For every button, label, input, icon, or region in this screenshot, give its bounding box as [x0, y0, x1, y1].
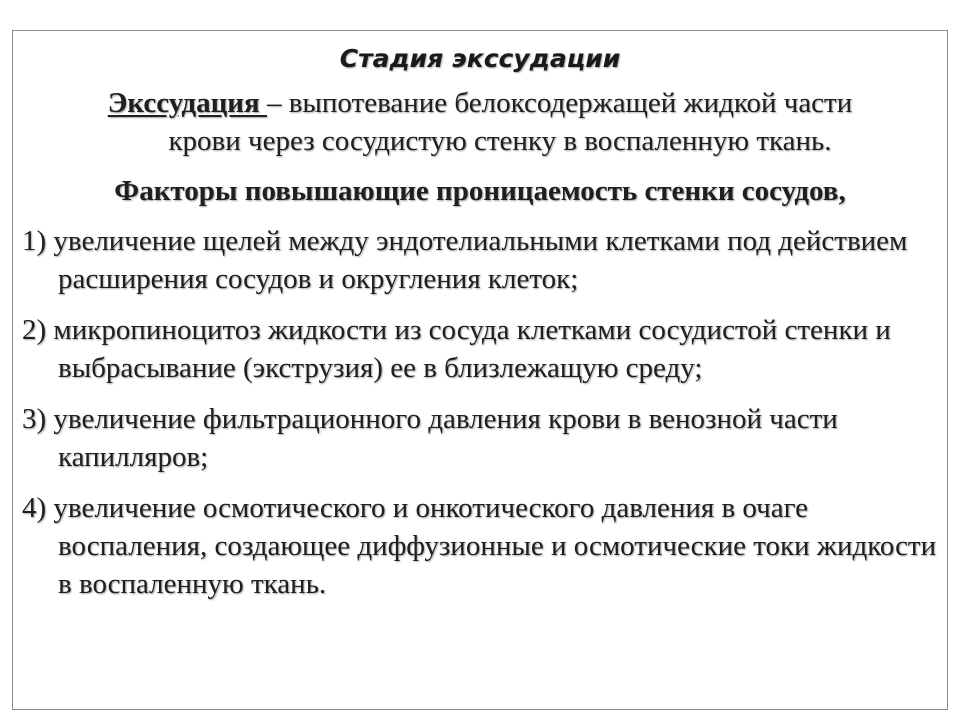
factor-item-2	[22, 311, 938, 387]
definition-term: Экссудация	[107, 87, 267, 119]
factors-list	[22, 222, 938, 603]
factor-item-1	[22, 222, 938, 298]
definition-text-line2: крови через сосудистую стенку в воспаленную ткань.	[168, 125, 832, 157]
factor-text: микропиноцитоз жидкости из сосуда клетками сосудистой стенки и выбрасывание (экструзия) ее в близлежащую среду;	[46, 314, 891, 384]
factor-number: 1)	[22, 225, 47, 257]
factor-text: увеличение осмотического и онкотического давления в очаге воспаления, создающее диффузионные и осмотические токи жидкости в воспаленную ткань.	[46, 492, 937, 600]
factor-number: 2)	[22, 314, 47, 346]
factor-number: 3)	[22, 403, 47, 435]
definition-text: – выпотевание белоксодержащей жидкой части	[266, 87, 853, 119]
definition-paragraph	[22, 84, 938, 160]
factor-item-3	[22, 400, 938, 476]
factor-item-4	[22, 489, 938, 603]
slide-title: Стадия экссудации	[339, 44, 621, 73]
factors-heading: Факторы повышающие проницаемость стенки сосудов,	[114, 175, 846, 207]
factor-text: увеличение щелей между эндотелиальными клетками под действием расширения сосудов и округления клеток;	[46, 225, 908, 295]
slide-content	[22, 38, 938, 616]
factor-text: увеличение фильтрационного давления крови в венозной части капилляров;	[46, 403, 838, 473]
factor-number: 4)	[22, 492, 47, 524]
